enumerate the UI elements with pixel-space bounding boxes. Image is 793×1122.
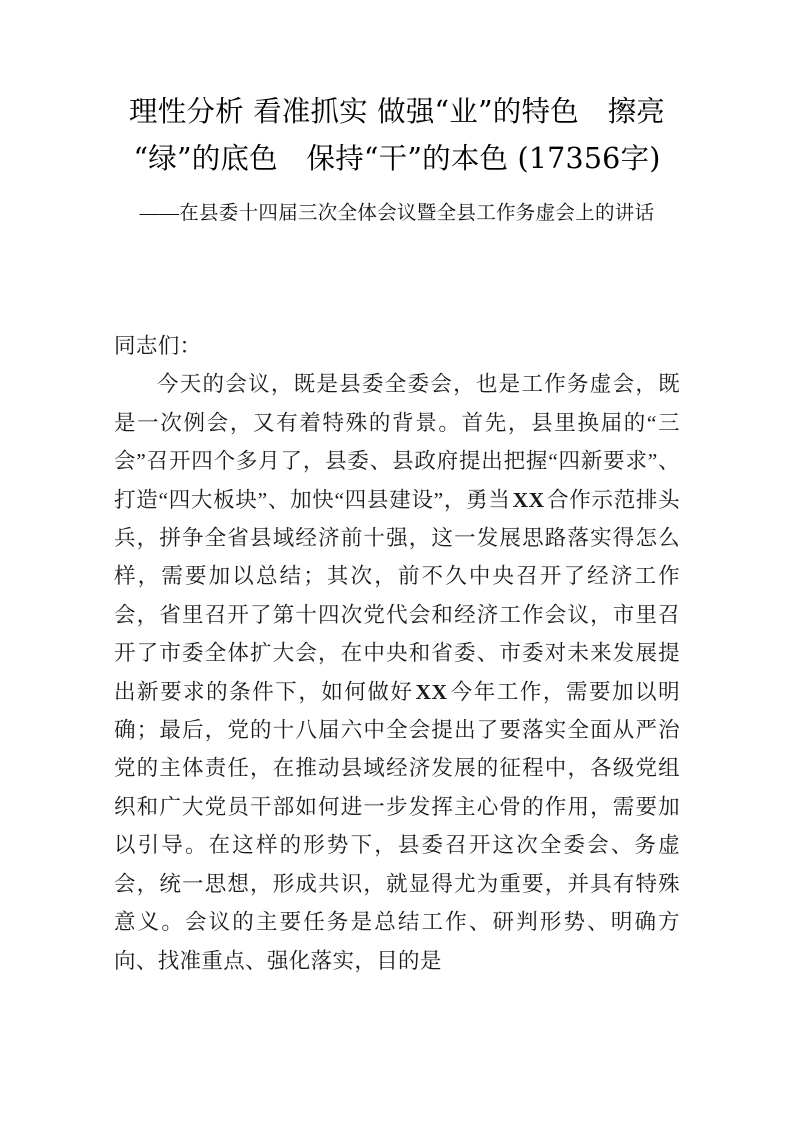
paragraph-segment-3: 今年工作，需要加以明确；最后，党的十八届六中全会提出了要落实全面从严治党的主体责任，在推动县域经济发展的征程中，各级党组织和广大党员干部如何进一步发挥主心骨的作用，需要加以引导。在这样的形势下，县委召开这次全委会、务虚会，统一思想，形成共识，就显得尤为重要，并具有特殊意义。会议的主要任务是总结工作、研判形势、明确方向、找准重点、强化落实，目的是	[114, 679, 680, 973]
paragraph-segment-1: 今天的会议，既是县委全委会，也是工作务虚会，既是一次例会，又有着特殊的背景。首先，县里换届的“三会”召开四个多月了，县委、县政府提出把握“四新要求”、打造“四大板块”、加快“四县建设”，勇当	[114, 372, 680, 512]
paragraph-segment-2: 合作示范排头兵，拼争全省县域经济前十强，这一发展思路落实得怎么样，需要加以总结；其次，前不久中央召开了经济工作会，省里召开了第十四次党代会和经济工作会议，市里召开了市委全体扩大会，在中央和省委、市委对未来发展提出新要求的条件下，如何做好	[114, 487, 680, 704]
org-placeholder-first: XX	[512, 487, 545, 512]
body-paragraph-1	[114, 365, 680, 980]
document-title: 理性分析 看准抓实 做强“业”的特色 擦亮“绿”的底色 保持“干”的本色 (17356字)	[129, 95, 665, 175]
document-content-column	[114, 0, 680, 980]
document-body	[114, 235, 680, 980]
org-placeholder-second: XX	[415, 679, 448, 704]
salutation-line: 同志们：	[114, 334, 202, 358]
document-subtitle: ——在县委十四届三次全体会议暨全县工作务虚会上的讲话	[139, 203, 655, 224]
